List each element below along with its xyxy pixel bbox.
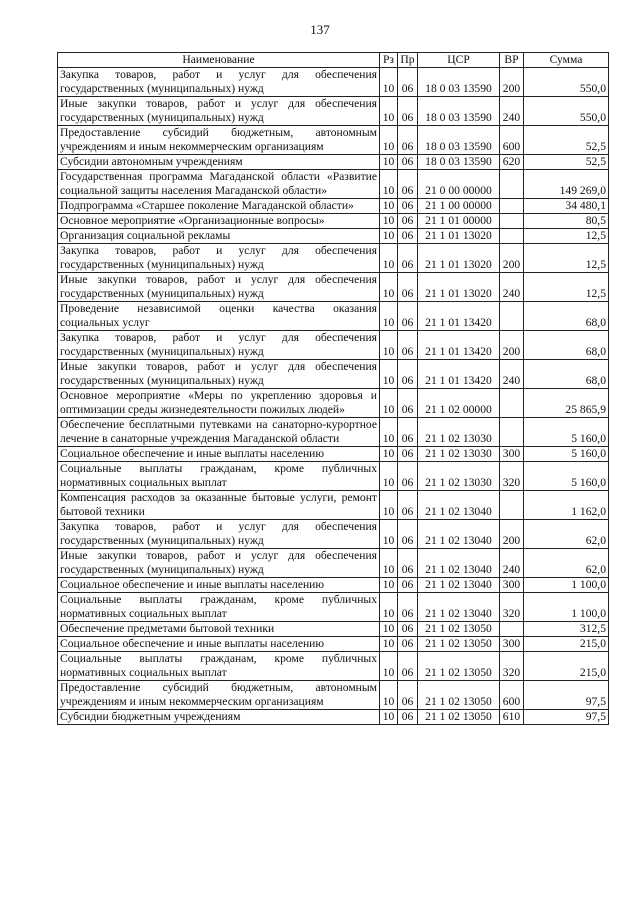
- header-rz: Рз: [380, 53, 398, 68]
- cell-rz: 10: [380, 462, 398, 491]
- cell-sum: 12,5: [524, 273, 609, 302]
- cell-name: Иные закупки товаров, работ и услуг для обеспечения государственных (муниципальных) нужд: [58, 97, 380, 126]
- table-row: [58, 578, 609, 593]
- cell-sum: 97,5: [524, 710, 609, 725]
- cell-name: Субсидии автономным учреждениям: [58, 155, 380, 170]
- cell-pr: 06: [398, 447, 418, 462]
- cell-sum: 68,0: [524, 331, 609, 360]
- header-pr: Пр: [398, 53, 418, 68]
- cell-pr: 06: [398, 170, 418, 199]
- cell-name: Закупка товаров, работ и услуг для обеспечения государственных (муниципальных) нужд: [58, 331, 380, 360]
- cell-name: Государственная программа Магаданской области «Развитие социальной защиты населения Магаданской области»: [58, 170, 380, 199]
- cell-rz: 10: [380, 389, 398, 418]
- cell-vr: 300: [500, 578, 524, 593]
- table-row: [58, 170, 609, 199]
- cell-pr: 06: [398, 520, 418, 549]
- cell-vr: 320: [500, 462, 524, 491]
- cell-pr: 06: [398, 199, 418, 214]
- cell-rz: 10: [380, 491, 398, 520]
- cell-name: Закупка товаров, работ и услуг для обеспечения государственных (муниципальных) нужд: [58, 244, 380, 273]
- cell-pr: 06: [398, 214, 418, 229]
- header-sum: Сумма: [524, 53, 609, 68]
- table-row: [58, 126, 609, 155]
- cell-sum: 68,0: [524, 360, 609, 389]
- cell-name: Организация социальной рекламы: [58, 229, 380, 244]
- cell-rz: 10: [380, 170, 398, 199]
- cell-pr: 06: [398, 491, 418, 520]
- cell-rz: 10: [380, 155, 398, 170]
- cell-vr: [500, 170, 524, 199]
- cell-vr: 240: [500, 360, 524, 389]
- cell-name: Основное мероприятие «Организационные вопросы»: [58, 214, 380, 229]
- cell-name: Социальные выплаты гражданам, кроме публичных нормативных социальных выплат: [58, 462, 380, 491]
- cell-sum: 62,0: [524, 520, 609, 549]
- cell-csr: 21 1 02 13040: [418, 491, 500, 520]
- cell-csr: 21 1 02 13040: [418, 549, 500, 578]
- table-row: [58, 273, 609, 302]
- cell-rz: 10: [380, 622, 398, 637]
- cell-csr: 21 1 02 13050: [418, 622, 500, 637]
- cell-vr: [500, 622, 524, 637]
- cell-sum: 5 160,0: [524, 418, 609, 447]
- table-row: [58, 418, 609, 447]
- cell-name: Социальное обеспечение и иные выплаты населению: [58, 447, 380, 462]
- cell-rz: 10: [380, 68, 398, 97]
- table-row: [58, 199, 609, 214]
- cell-vr: 240: [500, 273, 524, 302]
- cell-rz: 10: [380, 199, 398, 214]
- table-row: [58, 214, 609, 229]
- cell-sum: 68,0: [524, 302, 609, 331]
- table-row: [58, 97, 609, 126]
- header-csr: ЦСР: [418, 53, 500, 68]
- cell-pr: 06: [398, 302, 418, 331]
- cell-csr: 18 0 03 13590: [418, 68, 500, 97]
- cell-pr: 06: [398, 97, 418, 126]
- cell-rz: 10: [380, 302, 398, 331]
- cell-vr: 600: [500, 126, 524, 155]
- table-row: [58, 331, 609, 360]
- cell-name: Социальные выплаты гражданам, кроме публичных нормативных социальных выплат: [58, 652, 380, 681]
- table-row: [58, 520, 609, 549]
- cell-name: Субсидии бюджетным учреждениям: [58, 710, 380, 725]
- cell-sum: 34 480,1: [524, 199, 609, 214]
- cell-name: Проведение независимой оценки качества оказания социальных услуг: [58, 302, 380, 331]
- table-row: [58, 360, 609, 389]
- cell-name: Закупка товаров, работ и услуг для обеспечения государственных (муниципальных) нужд: [58, 520, 380, 549]
- cell-csr: 21 0 00 00000: [418, 170, 500, 199]
- table-row: [58, 710, 609, 725]
- cell-sum: 62,0: [524, 549, 609, 578]
- cell-rz: 10: [380, 652, 398, 681]
- cell-vr: 620: [500, 155, 524, 170]
- cell-csr: 21 1 02 13030: [418, 418, 500, 447]
- cell-pr: 06: [398, 360, 418, 389]
- cell-sum: 52,5: [524, 126, 609, 155]
- cell-vr: [500, 302, 524, 331]
- header-vr: ВР: [500, 53, 524, 68]
- table-row: [58, 155, 609, 170]
- cell-sum: 215,0: [524, 652, 609, 681]
- cell-csr: 21 1 02 13050: [418, 652, 500, 681]
- cell-rz: 10: [380, 549, 398, 578]
- cell-name: Подпрограмма «Старшее поколение Магаданской области»: [58, 199, 380, 214]
- cell-csr: 21 1 01 13020: [418, 273, 500, 302]
- cell-vr: 320: [500, 593, 524, 622]
- cell-name: Компенсация расходов за оказанные бытовые услуги, ремонт бытовой техники: [58, 491, 380, 520]
- cell-vr: 200: [500, 244, 524, 273]
- cell-rz: 10: [380, 681, 398, 710]
- cell-csr: 21 1 00 00000: [418, 199, 500, 214]
- cell-vr: 240: [500, 549, 524, 578]
- cell-sum: 5 160,0: [524, 462, 609, 491]
- cell-rz: 10: [380, 97, 398, 126]
- cell-sum: 25 865,9: [524, 389, 609, 418]
- cell-csr: 21 1 02 13050: [418, 681, 500, 710]
- cell-sum: 1 100,0: [524, 578, 609, 593]
- cell-rz: 10: [380, 244, 398, 273]
- cell-csr: 21 1 01 00000: [418, 214, 500, 229]
- cell-name: Социальное обеспечение и иные выплаты населению: [58, 578, 380, 593]
- cell-name: Обеспечение бесплатными путевками на санаторно-курортное лечение в санаторные учреждения Магаданской области: [58, 418, 380, 447]
- cell-sum: 550,0: [524, 68, 609, 97]
- cell-vr: 600: [500, 681, 524, 710]
- cell-rz: 10: [380, 126, 398, 155]
- cell-csr: 21 1 02 13040: [418, 593, 500, 622]
- cell-vr: 610: [500, 710, 524, 725]
- cell-vr: 200: [500, 68, 524, 97]
- cell-sum: 97,5: [524, 681, 609, 710]
- table-row: [58, 68, 609, 97]
- cell-csr: 21 1 02 13040: [418, 520, 500, 549]
- cell-vr: 300: [500, 637, 524, 652]
- cell-sum: 215,0: [524, 637, 609, 652]
- cell-pr: 06: [398, 273, 418, 302]
- cell-rz: 10: [380, 593, 398, 622]
- cell-vr: 200: [500, 331, 524, 360]
- cell-rz: 10: [380, 520, 398, 549]
- cell-sum: 52,5: [524, 155, 609, 170]
- table-header: [58, 53, 609, 68]
- cell-pr: 06: [398, 681, 418, 710]
- cell-name: Социальные выплаты гражданам, кроме публичных нормативных социальных выплат: [58, 593, 380, 622]
- cell-rz: 10: [380, 637, 398, 652]
- cell-vr: 300: [500, 447, 524, 462]
- cell-csr: 21 1 01 13020: [418, 244, 500, 273]
- cell-name: Предоставление субсидий бюджетным, автономным учреждениям и иным некоммерческим организациям: [58, 126, 380, 155]
- cell-csr: 18 0 03 13590: [418, 97, 500, 126]
- page-number: 137: [310, 22, 330, 37]
- cell-csr: 21 1 02 13050: [418, 637, 500, 652]
- cell-vr: [500, 418, 524, 447]
- cell-csr: 21 1 01 13420: [418, 302, 500, 331]
- cell-name: Иные закупки товаров, работ и услуг для обеспечения государственных (муниципальных) нужд: [58, 273, 380, 302]
- cell-csr: 21 1 01 13020: [418, 229, 500, 244]
- table-row: [58, 302, 609, 331]
- cell-pr: 06: [398, 68, 418, 97]
- cell-csr: 21 1 01 13420: [418, 331, 500, 360]
- cell-pr: 06: [398, 549, 418, 578]
- cell-csr: 21 1 02 13030: [418, 462, 500, 491]
- cell-pr: 06: [398, 622, 418, 637]
- cell-name: Иные закупки товаров, работ и услуг для обеспечения государственных (муниципальных) нужд: [58, 549, 380, 578]
- cell-pr: 06: [398, 126, 418, 155]
- table-row: [58, 622, 609, 637]
- cell-vr: [500, 491, 524, 520]
- cell-pr: 06: [398, 244, 418, 273]
- cell-vr: [500, 214, 524, 229]
- cell-sum: 550,0: [524, 97, 609, 126]
- cell-sum: 149 269,0: [524, 170, 609, 199]
- cell-csr: 21 1 02 13050: [418, 710, 500, 725]
- header-row: [58, 53, 609, 68]
- cell-vr: [500, 199, 524, 214]
- cell-pr: 06: [398, 229, 418, 244]
- cell-csr: 21 1 02 13030: [418, 447, 500, 462]
- cell-name: Основное мероприятие «Меры по укреплению здоровья и оптимизации среды жизнедеятельности пожилых людей»: [58, 389, 380, 418]
- cell-vr: 320: [500, 652, 524, 681]
- cell-csr: 18 0 03 13590: [418, 155, 500, 170]
- cell-pr: 06: [398, 389, 418, 418]
- cell-pr: 06: [398, 593, 418, 622]
- table-body: [58, 68, 609, 725]
- cell-pr: 06: [398, 155, 418, 170]
- cell-sum: 80,5: [524, 214, 609, 229]
- cell-rz: 10: [380, 710, 398, 725]
- cell-name: Социальное обеспечение и иные выплаты населению: [58, 637, 380, 652]
- header-name: Наименование: [58, 53, 380, 68]
- table-row: [58, 637, 609, 652]
- cell-sum: 1 100,0: [524, 593, 609, 622]
- table-row: [58, 462, 609, 491]
- cell-csr: 21 1 02 00000: [418, 389, 500, 418]
- cell-rz: 10: [380, 578, 398, 593]
- cell-name: Закупка товаров, работ и услуг для обеспечения государственных (муниципальных) нужд: [58, 68, 380, 97]
- cell-pr: 06: [398, 578, 418, 593]
- cell-pr: 06: [398, 652, 418, 681]
- cell-rz: 10: [380, 360, 398, 389]
- table-row: [58, 244, 609, 273]
- cell-vr: [500, 389, 524, 418]
- cell-vr: [500, 229, 524, 244]
- cell-pr: 06: [398, 462, 418, 491]
- cell-rz: 10: [380, 447, 398, 462]
- cell-vr: 240: [500, 97, 524, 126]
- cell-sum: 12,5: [524, 229, 609, 244]
- cell-rz: 10: [380, 418, 398, 447]
- table-row: [58, 652, 609, 681]
- table-row: [58, 491, 609, 520]
- cell-sum: 1 162,0: [524, 491, 609, 520]
- cell-name: Иные закупки товаров, работ и услуг для обеспечения государственных (муниципальных) нужд: [58, 360, 380, 389]
- cell-sum: 12,5: [524, 244, 609, 273]
- cell-vr: 200: [500, 520, 524, 549]
- table-row: [58, 447, 609, 462]
- cell-rz: 10: [380, 331, 398, 360]
- table-row: [58, 681, 609, 710]
- cell-csr: 21 1 01 13420: [418, 360, 500, 389]
- cell-name: Обеспечение предметами бытовой техники: [58, 622, 380, 637]
- budget-table: [57, 52, 609, 725]
- table-row: [58, 389, 609, 418]
- table-row: [58, 229, 609, 244]
- cell-pr: 06: [398, 331, 418, 360]
- cell-name: Предоставление субсидий бюджетным, автономным учреждениям и иным некоммерческим организациям: [58, 681, 380, 710]
- cell-pr: 06: [398, 637, 418, 652]
- cell-sum: 312,5: [524, 622, 609, 637]
- cell-sum: 5 160,0: [524, 447, 609, 462]
- table-row: [58, 593, 609, 622]
- cell-pr: 06: [398, 710, 418, 725]
- cell-rz: 10: [380, 273, 398, 302]
- cell-rz: 10: [380, 229, 398, 244]
- cell-rz: 10: [380, 214, 398, 229]
- cell-csr: 21 1 02 13040: [418, 578, 500, 593]
- cell-pr: 06: [398, 418, 418, 447]
- cell-csr: 18 0 03 13590: [418, 126, 500, 155]
- table-row: [58, 549, 609, 578]
